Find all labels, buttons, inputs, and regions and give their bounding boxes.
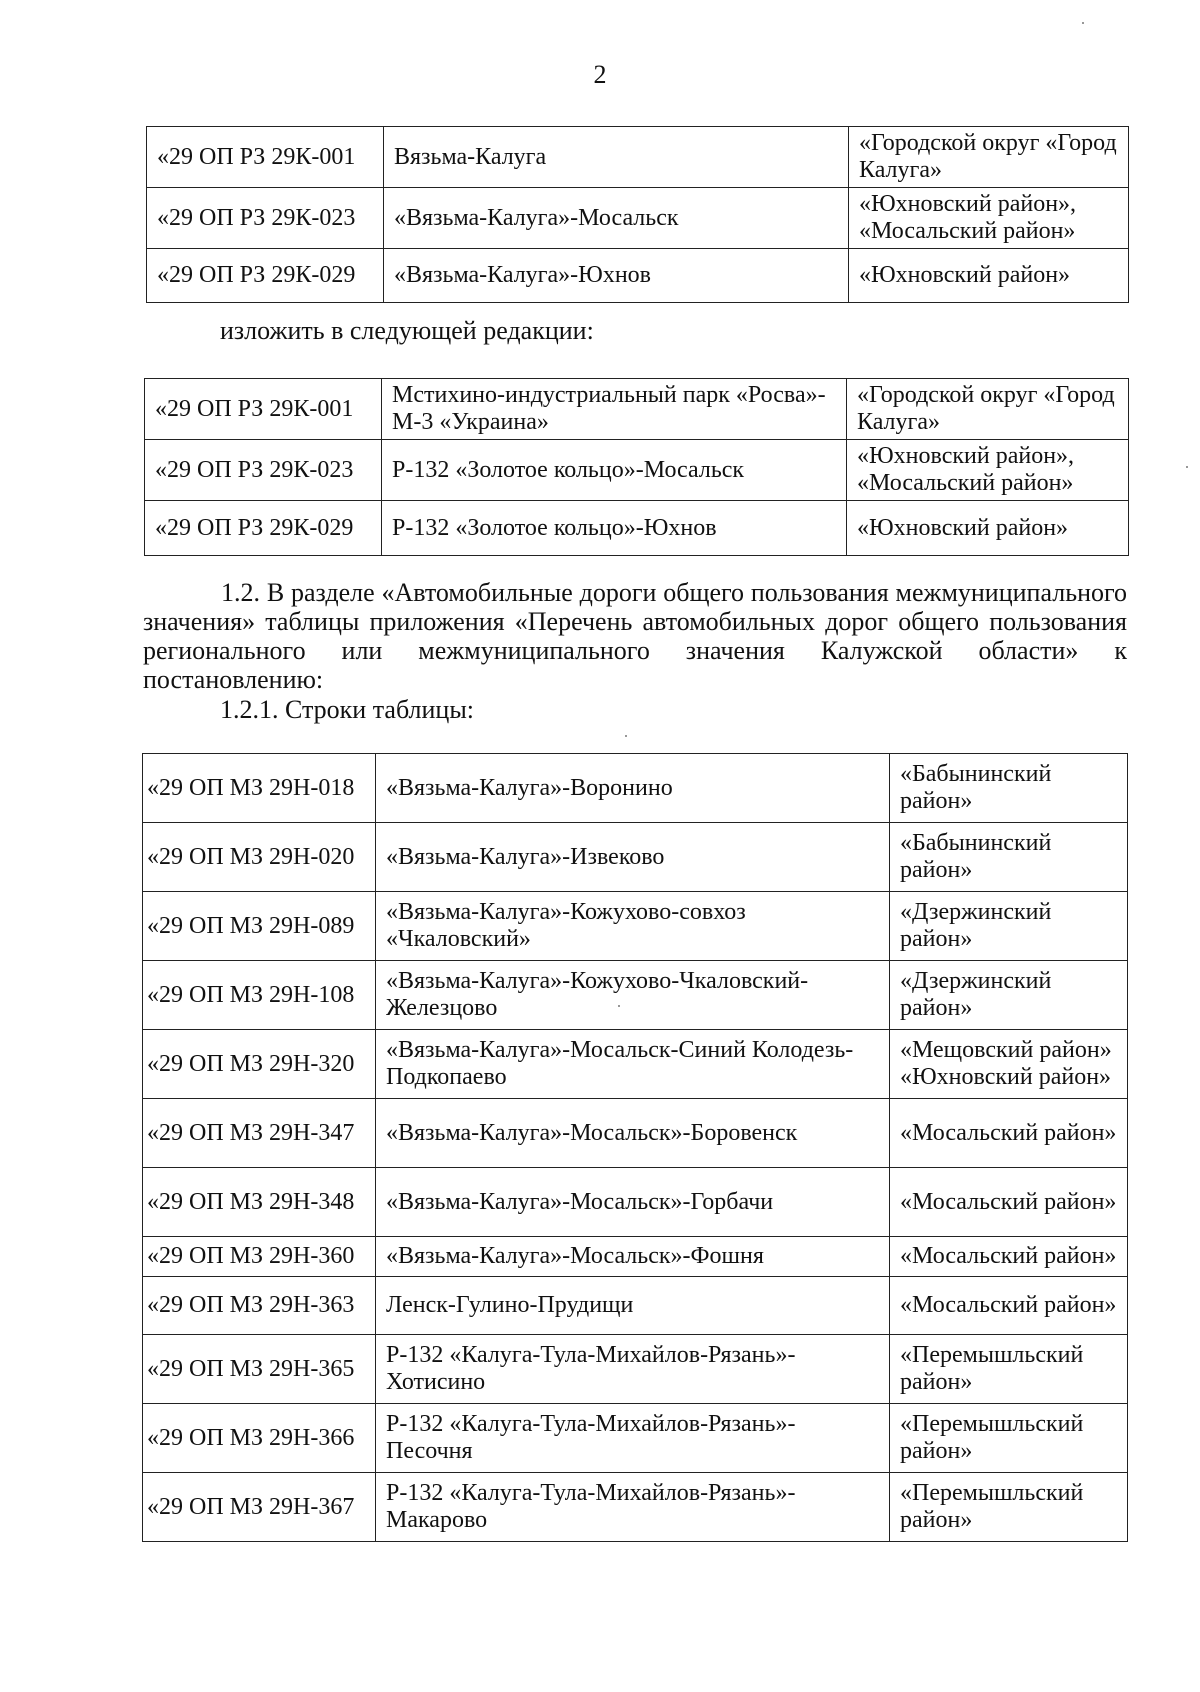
district-cell: «Бабынинский район» <box>890 754 1128 823</box>
road-name-cell: «Вязьма-Калуга»-Кожухово-совхоз «Чкаловский» <box>376 892 890 961</box>
road-code-cell: «29 ОП РЗ 29К-001 <box>145 379 382 440</box>
old-roads-table <box>146 126 1129 303</box>
district-cell: «Дзержинский район» <box>890 961 1128 1030</box>
road-code-cell: «29 ОП РЗ 29К-001 <box>147 127 384 188</box>
table-row <box>143 1099 1128 1168</box>
road-code-cell: «29 ОП МЗ 29Н-320 <box>143 1030 376 1099</box>
road-name-cell: «Вязьма-Калуга»-Мосальск-Синий Колодезь-Подкопаево <box>376 1030 890 1099</box>
table-row <box>143 961 1128 1030</box>
table-row <box>143 1277 1128 1335</box>
road-code-cell: «29 ОП МЗ 29Н-348 <box>143 1168 376 1237</box>
scan-speck <box>1082 22 1084 24</box>
road-name-cell: «Вязьма-Калуга»-Юхнов <box>384 249 849 303</box>
road-code-cell: «29 ОП РЗ 29К-023 <box>147 188 384 249</box>
district-cell: «Юхновский район», «Мосальский район» <box>849 188 1129 249</box>
district-cell: «Мосальский район» <box>890 1237 1128 1277</box>
scan-speck <box>618 1005 620 1007</box>
road-code-cell: «29 ОП МЗ 29Н-363 <box>143 1277 376 1335</box>
table-row <box>143 1335 1128 1404</box>
road-name-cell: Вязьма-Калуга <box>384 127 849 188</box>
new-roads-table <box>144 378 1129 556</box>
table-row <box>145 501 1129 556</box>
table-row <box>143 754 1128 823</box>
road-code-cell: «29 ОП МЗ 29Н-360 <box>143 1237 376 1277</box>
road-code-cell: «29 ОП МЗ 29Н-018 <box>143 754 376 823</box>
road-code-cell: «29 ОП МЗ 29Н-366 <box>143 1404 376 1473</box>
district-cell: «Мосальский район» <box>890 1099 1128 1168</box>
road-code-cell: «29 ОП МЗ 29Н-020 <box>143 823 376 892</box>
district-cell: «Мосальский район» <box>890 1168 1128 1237</box>
road-name-cell: Мстихино-индустриальный парк «Росва»-М-3 «Украина» <box>382 379 847 440</box>
table-row <box>145 379 1129 440</box>
road-name-cell: Ленск-Гулино-Прудищи <box>376 1277 890 1335</box>
district-cell: «Перемышльский район» <box>890 1404 1128 1473</box>
district-cell: «Юхновский район» <box>849 249 1129 303</box>
district-cell: «Юхновский район», «Мосальский район» <box>847 440 1129 501</box>
district-cell: «Мещовский район» «Юхновский район» <box>890 1030 1128 1099</box>
road-code-cell: «29 ОП МЗ 29Н-347 <box>143 1099 376 1168</box>
table-row <box>143 1237 1128 1277</box>
district-cell: «Городской округ «Город Калуга» <box>849 127 1129 188</box>
district-cell: «Юхновский район» <box>847 501 1129 556</box>
road-name-cell: «Вязьма-Калуга»-Кожухово-Чкаловский-Железцово <box>376 961 890 1030</box>
intro-text: изложить в следующей редакции: <box>220 316 594 345</box>
district-cell: «Бабынинский район» <box>890 823 1128 892</box>
scan-speck <box>1186 466 1188 468</box>
mz-roads-table <box>142 753 1128 1542</box>
paragraph-1-2: 1.2. В разделе «Автомобильные дороги общего пользования межмуниципального значения» таблицы приложения «Перечень автомобильных дорог общего пользования регионального или межмуниципального значения Калужской области» к постановлению: <box>143 578 1127 694</box>
table-row <box>143 1404 1128 1473</box>
road-name-cell: «Вязьма-Калуга»-Мосальск»-Фошня <box>376 1237 890 1277</box>
road-name-cell: «Вязьма-Калуга»-Мосальск»-Боровенск <box>376 1099 890 1168</box>
subheading-1-2-1: 1.2.1. Строки таблицы: <box>220 695 475 724</box>
road-code-cell: «29 ОП РЗ 29К-023 <box>145 440 382 501</box>
road-name-cell: Р-132 «Калуга-Тула-Михайлов-Рязань»-Песочня <box>376 1404 890 1473</box>
road-code-cell: «29 ОП РЗ 29К-029 <box>145 501 382 556</box>
road-name-cell: Р-132 «Калуга-Тула-Михайлов-Рязань»-Макарово <box>376 1473 890 1542</box>
road-name-cell: «Вязьма-Калуга»-Мосальск <box>384 188 849 249</box>
table-row <box>147 249 1129 303</box>
table-row <box>143 892 1128 961</box>
table-row <box>143 1473 1128 1542</box>
road-name-cell: Р-132 «Калуга-Тула-Михайлов-Рязань»-Хотисино <box>376 1335 890 1404</box>
road-name-cell: «Вязьма-Калуга»-Мосальск»-Горбачи <box>376 1168 890 1237</box>
scan-speck <box>625 735 627 737</box>
table-row <box>143 1168 1128 1237</box>
road-code-cell: «29 ОП МЗ 29Н-365 <box>143 1335 376 1404</box>
table-row <box>143 1030 1128 1099</box>
district-cell: «Перемышльский район» <box>890 1473 1128 1542</box>
road-code-cell: «29 ОП МЗ 29Н-367 <box>143 1473 376 1542</box>
road-name-cell: Р-132 «Золотое кольцо»-Мосальск <box>382 440 847 501</box>
table-row <box>145 440 1129 501</box>
road-name-cell: «Вязьма-Калуга»-Извеково <box>376 823 890 892</box>
page-number: 2 <box>593 60 607 89</box>
district-cell: «Перемышльский район» <box>890 1335 1128 1404</box>
district-cell: «Городской округ «Город Калуга» <box>847 379 1129 440</box>
district-cell: «Дзержинский район» <box>890 892 1128 961</box>
road-code-cell: «29 ОП МЗ 29Н-108 <box>143 961 376 1030</box>
road-code-cell: «29 ОП МЗ 29Н-089 <box>143 892 376 961</box>
table-row <box>143 823 1128 892</box>
road-name-cell: Р-132 «Золотое кольцо»-Юхнов <box>382 501 847 556</box>
road-code-cell: «29 ОП РЗ 29К-029 <box>147 249 384 303</box>
table-row <box>147 127 1129 188</box>
road-name-cell: «Вязьма-Калуга»-Воронино <box>376 754 890 823</box>
table-row <box>147 188 1129 249</box>
district-cell: «Мосальский район» <box>890 1277 1128 1335</box>
